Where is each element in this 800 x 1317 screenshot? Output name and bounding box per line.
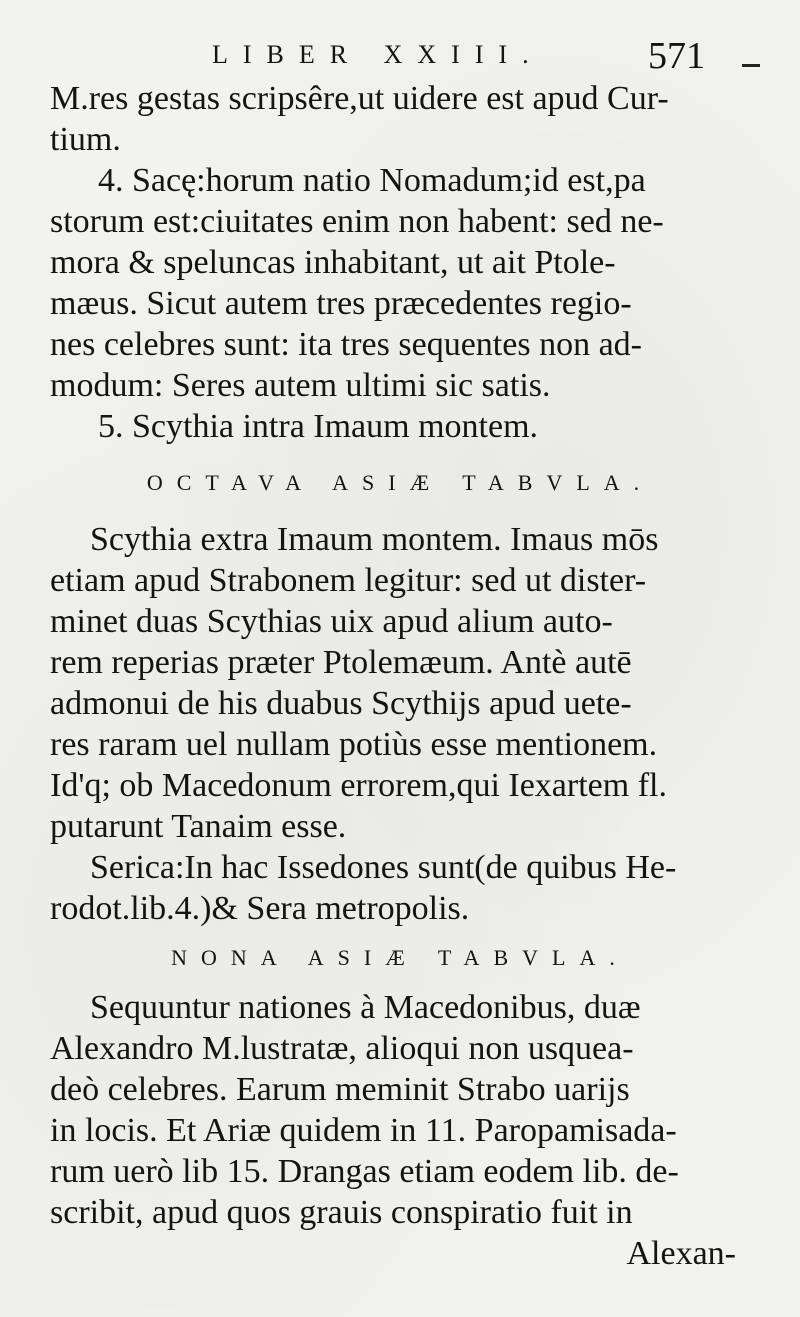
page-number: 571 bbox=[648, 35, 705, 77]
text-line: in locis. Et Ariæ quidem in 11. Paropamisada- bbox=[50, 1112, 677, 1149]
text-line: rem reperias præter Ptolemæum. Antè autē bbox=[50, 644, 632, 681]
text-line: mæus. Sicut autem tres præcedentes regio- bbox=[50, 285, 632, 322]
text-line: scribit, apud quos grauis conspiratio fuit in bbox=[50, 1194, 633, 1231]
running-head: LIBER XXIII. bbox=[212, 40, 544, 69]
paragraph-block-1 bbox=[50, 78, 750, 447]
paragraph-block-2 bbox=[50, 519, 750, 929]
text-line: etiam apud Strabonem legitur: sed ut dister- bbox=[50, 562, 647, 599]
text-line: Sequuntur nationes à Macedonibus, duæ bbox=[90, 989, 641, 1026]
text-line: Id'q; ob Macedonum errorem,qui Iexartem fl. bbox=[50, 767, 667, 804]
text-line: modum: Seres autem ultimi sic satis. bbox=[50, 367, 551, 404]
text-line: tium. bbox=[50, 121, 121, 158]
text-line: Alexandro M.lustratæ, alioqui non usquea- bbox=[50, 1030, 634, 1067]
catchword: Alexan- bbox=[626, 1235, 736, 1272]
text-line: admonui de his duabus Scythijs apud uete- bbox=[50, 685, 632, 722]
text-line: putarunt Tanaim esse. bbox=[50, 808, 347, 845]
text-line: rodot.lib.4.)& Sera metropolis. bbox=[50, 890, 470, 927]
text-line: mora & speluncas inhabitant, ut ait Ptole- bbox=[50, 244, 616, 281]
text-line: deò celebres. Earum meminit Strabo uarijs bbox=[50, 1071, 630, 1108]
text-line: 5. Scythia intra Imaum montem. bbox=[98, 408, 539, 445]
text-line: rum uerò lib 15. Drangas etiam eodem lib. de- bbox=[50, 1153, 679, 1190]
folio-dash bbox=[742, 64, 760, 67]
text-line: minet duas Scythias uix apud alium auto- bbox=[50, 603, 613, 640]
text-line: M.res gestas scripsêre,ut uidere est apud Cur- bbox=[50, 80, 669, 117]
text-line: nes celebres sunt: ita tres sequentes non ad- bbox=[50, 326, 642, 363]
text-line: Scythia extra Imaum montem. Imaus mōs bbox=[90, 521, 659, 558]
text-line: Serica:In hac Issedones sunt(de quibus He- bbox=[90, 849, 677, 886]
section-title-nona: NONA ASIÆ TABVLA. bbox=[171, 945, 629, 970]
section-title-octava: OCTAVA ASIÆ TABVLA. bbox=[146, 470, 654, 495]
text-line: res raram uel nullam potiùs esse mentionem. bbox=[50, 726, 658, 763]
paragraph-block-3 bbox=[50, 987, 750, 1274]
text-line: 4. Sacę:horum natio Nomadum;id est,pa bbox=[98, 162, 646, 199]
text-line: storum est:ciuitates enim non habent: sed ne- bbox=[50, 203, 664, 240]
